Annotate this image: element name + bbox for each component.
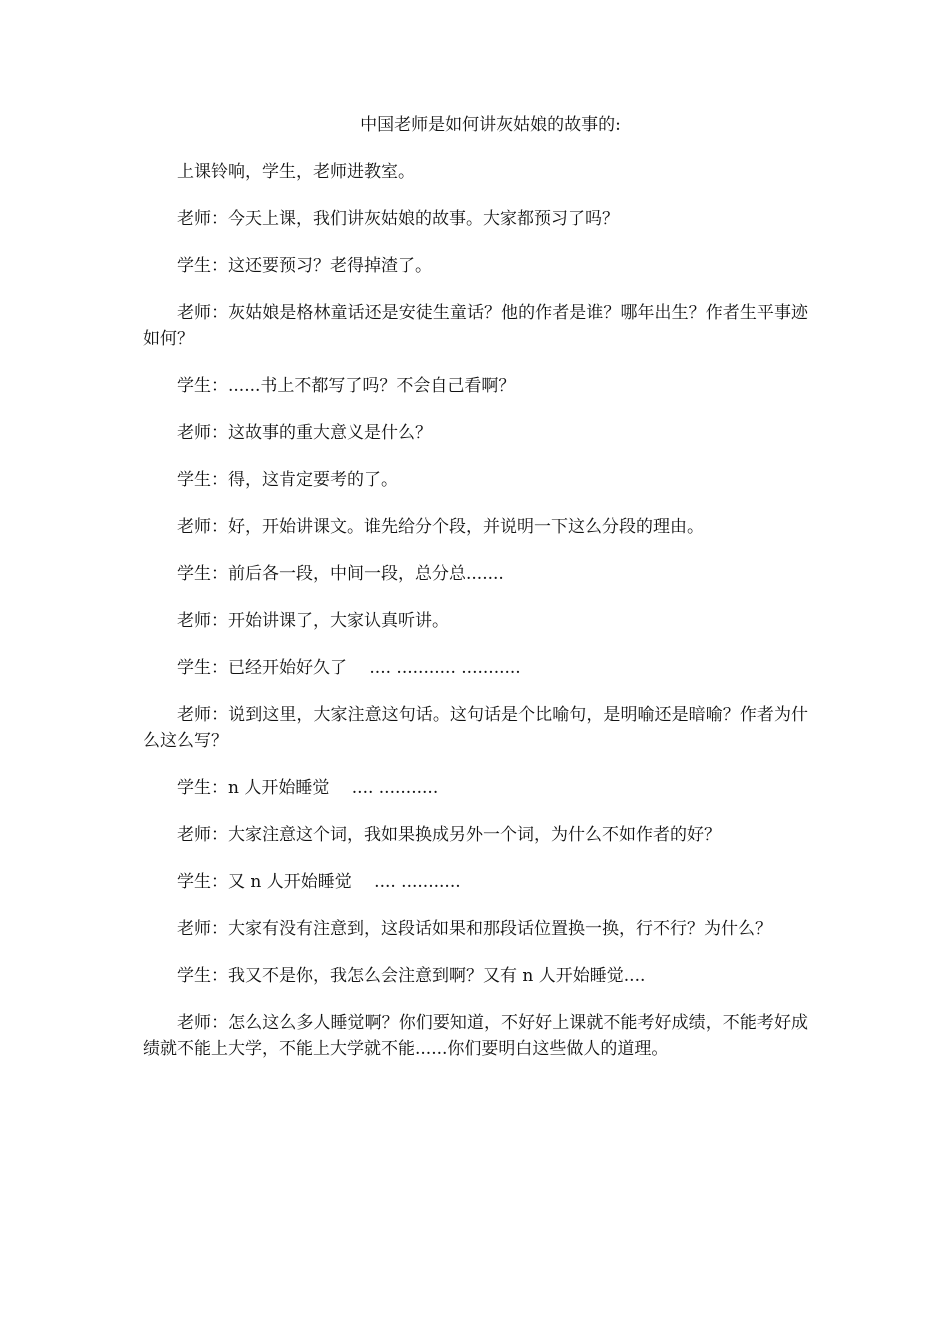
paragraph: 老师：今天上课，我们讲灰姑娘的故事。大家都预习了吗？ <box>177 209 619 229</box>
paragraph: 老师：开始讲课了，大家认真听讲。 <box>177 611 449 631</box>
document-body <box>143 112 808 1083</box>
paragraph: 老师：怎么这么多人睡觉啊？你们要知道，不好好上课就不能考好成绩，不能考好成绩就不能上大学，不能上大学就不能......你们要明白这些做人的道理。 <box>143 1013 808 1059</box>
paragraph: 学生：n 人开始睡觉 .... ........... <box>177 778 439 798</box>
document-title: 中国老师是如何讲灰姑娘的故事的: <box>360 115 621 135</box>
paragraph: 学生：得，这肯定要考的了。 <box>177 470 398 490</box>
paragraph: 老师：这故事的重大意义是什么？ <box>177 423 432 443</box>
paragraph: 学生：这还要预习？老得掉渣了。 <box>177 256 432 276</box>
paragraph: 老师：灰姑娘是格林童话还是安徒生童话？他的作者是谁？哪年出生？作者生平事迹如何？ <box>143 303 808 349</box>
paragraph: 学生：又 n 人开始睡觉 .... ........... <box>177 872 461 892</box>
paragraph: 学生：已经开始好久了 .... ........... ........... <box>177 658 521 678</box>
paragraph: 老师：说到这里，大家注意这句话。这句话是个比喻句，是明喻还是暗喻？作者为什么这么写？ <box>143 705 808 751</box>
paragraph: 学生：我又不是你，我怎么会注意到啊？又有 n 人开始睡觉.... <box>177 966 646 986</box>
paragraph: 学生：......书上不都写了吗？不会自己看啊？ <box>177 376 516 396</box>
paragraph: 上课铃响，学生，老师进教室。 <box>177 162 415 182</box>
paragraph: 老师：好，开始讲课文。谁先给分个段，并说明一下这么分段的理由。 <box>177 517 704 537</box>
paragraph: 学生：前后各一段，中间一段，总分总....... <box>177 564 504 584</box>
paragraph: 老师：大家注意这个词，我如果换成另外一个词，为什么不如作者的好？ <box>177 825 721 845</box>
paragraph: 老师：大家有没有注意到，这段话如果和那段话位置换一换，行不行？为什么？ <box>177 919 772 939</box>
